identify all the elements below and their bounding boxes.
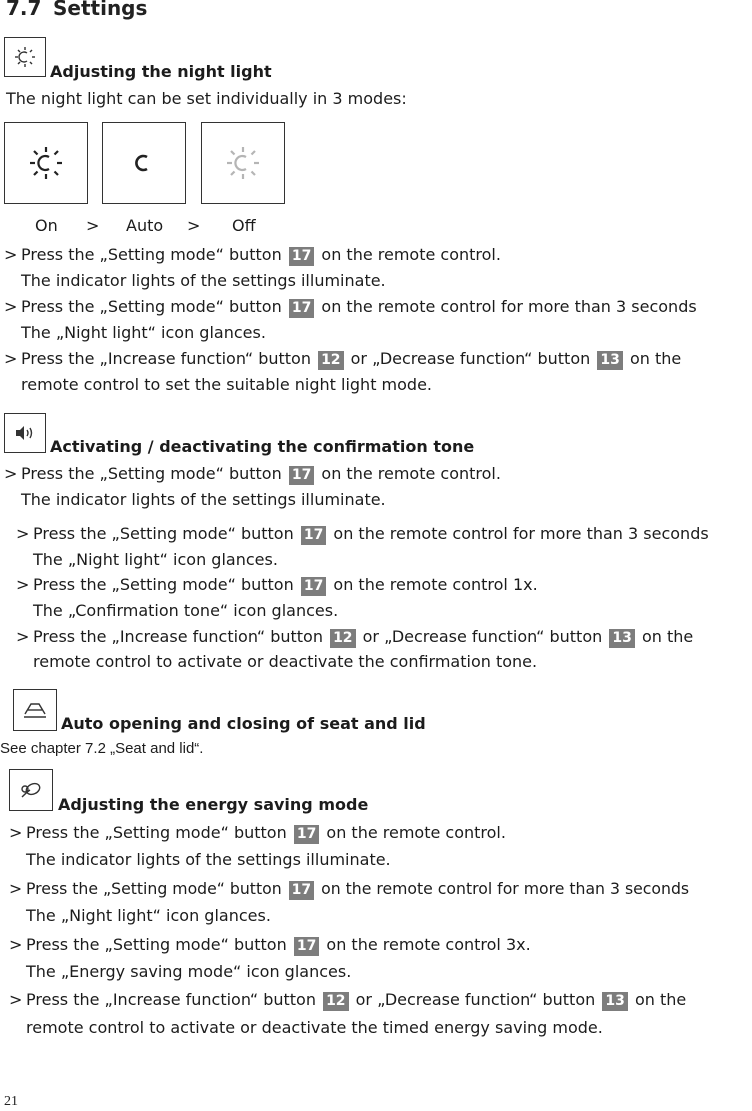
mode-separator: >: [187, 216, 201, 235]
list-item: > Press the „Setting mode“ button 17 on the remote control for more than 3 seconds: [9, 879, 690, 898]
night-light-icon: [4, 37, 46, 77]
button-number-badge: 17: [301, 526, 326, 545]
step-result: remote control to activate or deactivate the confirmation tone.: [33, 652, 538, 671]
confirmation-tone-title: Activating / deactivating the confirmation tone: [50, 437, 475, 456]
seat-lid-title: Auto opening and closing of seat and lid: [61, 714, 426, 733]
button-number-badge: 13: [602, 992, 627, 1011]
list-item: > Press the „Setting mode“ button 17 on the remote control for more than 3 seconds: [4, 297, 697, 316]
mode-auto-icon: [102, 122, 186, 204]
list-item: > Press the „Setting mode“ button 17 on the remote control 3x.: [9, 935, 531, 954]
list-item: > Press the „Setting mode“ button 17 on the remote control for more than 3 seconds: [16, 524, 709, 543]
button-number-badge: 17: [289, 247, 314, 266]
button-number-badge: 17: [289, 299, 314, 318]
button-number-badge: 17: [294, 937, 319, 956]
step-result: The „Confirmation tone“ icon glances.: [33, 601, 339, 620]
list-item: > Press the „Setting mode“ button 17 on the remote control.: [9, 823, 506, 842]
section-number: 7.7: [6, 0, 42, 20]
list-item: > Press the „Setting mode“ button 17 on the remote control.: [4, 464, 501, 483]
button-number-badge: 13: [597, 351, 622, 370]
list-item: > Press the „Setting mode“ button 17 on the remote control 1x.: [16, 575, 538, 594]
step-result: The „Night light“ icon glances.: [21, 323, 266, 342]
mode-auto-label: Auto: [126, 216, 164, 235]
step-result: remote control to activate or deactivate the timed energy saving mode.: [26, 1018, 603, 1037]
mode-on-label: On: [35, 216, 58, 235]
step-result: The indicator lights of the settings illuminate.: [21, 490, 386, 509]
button-number-badge: 13: [609, 629, 634, 648]
button-number-badge: 17: [289, 881, 314, 900]
list-item: > Press the „Increase function“ button 12 or „Decrease function“ button 13 on the: [4, 349, 682, 368]
button-number-badge: 12: [318, 351, 343, 370]
night-light-intro: The night light can be set individually in 3 modes:: [6, 89, 407, 108]
button-number-badge: 17: [289, 466, 314, 485]
step-result: The indicator lights of the settings illuminate.: [21, 271, 386, 290]
list-item: > Press the „Increase function“ button 12 or „Decrease function“ button 13 on the: [16, 627, 694, 646]
mode-separator: >: [86, 216, 100, 235]
list-item: > Press the „Setting mode“ button 17 on the remote control.: [4, 245, 501, 264]
seat-lid-note: See chapter 7.2 „Seat and lid“.: [0, 740, 204, 757]
step-result: The „Night light“ icon glances.: [33, 550, 278, 569]
step-result: The „Energy saving mode“ icon glances.: [26, 962, 352, 981]
step-result: The „Night light“ icon glances.: [26, 906, 271, 925]
button-number-badge: 17: [294, 825, 319, 844]
section-heading: [6, 0, 147, 20]
mode-off-label: Off: [232, 216, 256, 235]
section-title: Settings: [53, 0, 148, 20]
step-result: remote control to set the suitable night light mode.: [21, 375, 433, 394]
night-light-title: Adjusting the night light: [50, 62, 272, 81]
button-number-badge: 12: [330, 629, 355, 648]
mode-off-icon: [201, 122, 285, 204]
list-item: > Press the „Increase function“ button 12 or „Decrease function“ button 13 on the: [9, 990, 687, 1009]
page-number: 21: [4, 1094, 18, 1109]
button-number-badge: 12: [323, 992, 348, 1011]
speaker-icon: [4, 413, 46, 453]
energy-saving-title: Adjusting the energy saving mode: [58, 795, 369, 814]
step-result: The indicator lights of the settings illuminate.: [26, 850, 391, 869]
seat-lid-icon: [13, 689, 57, 731]
button-number-badge: 17: [301, 577, 326, 596]
leaf-icon: [9, 769, 53, 811]
mode-on-icon: [4, 122, 88, 204]
